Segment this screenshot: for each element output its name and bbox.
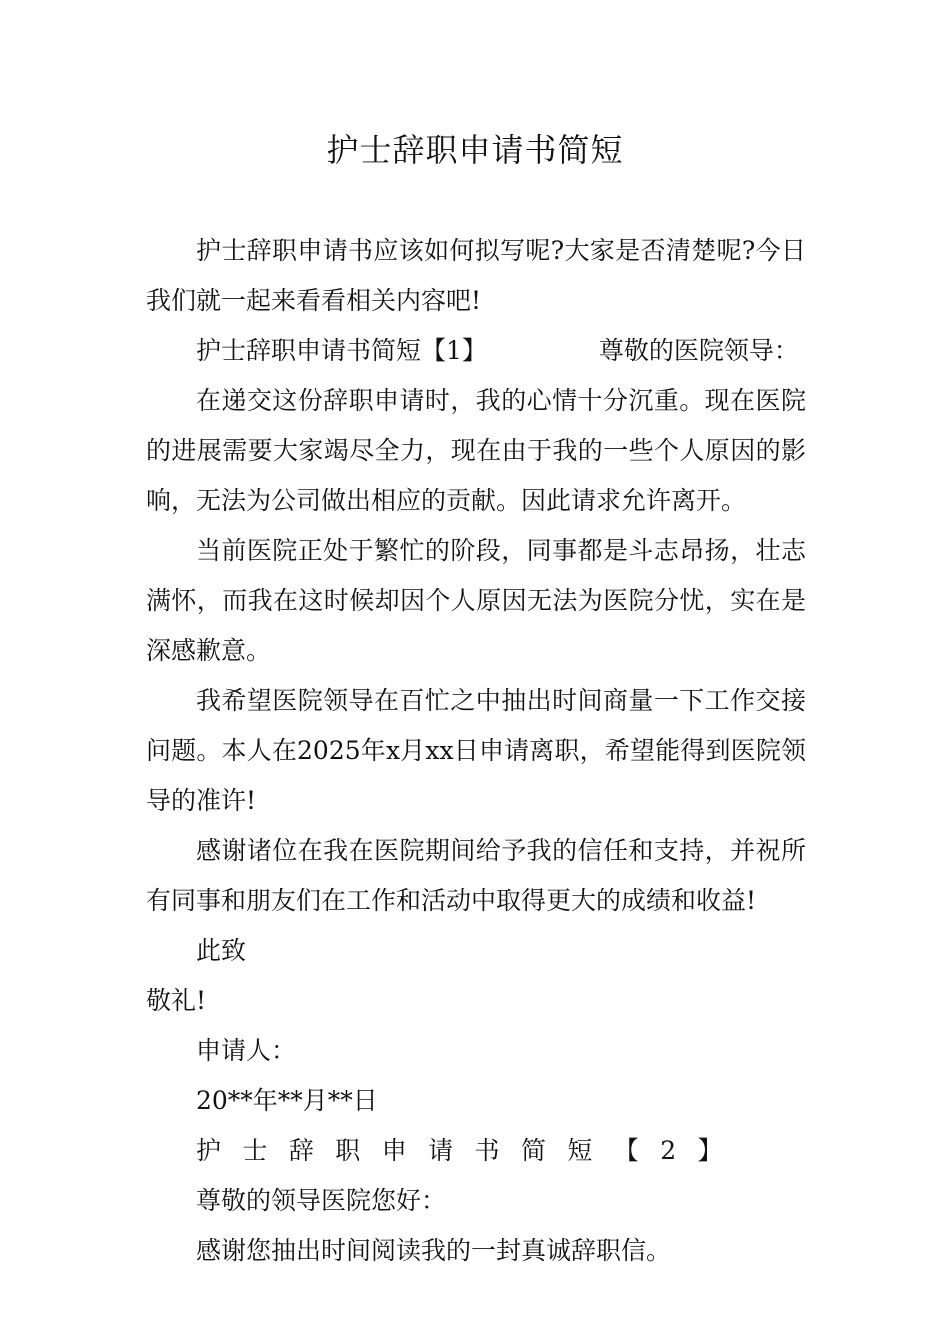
section1-heading-line [146,326,806,376]
closing-line-1: 此致 [196,936,247,965]
applicant-line: 申请人： [196,1036,297,1065]
section1-salutation: 尊敬的医院领导： [598,336,799,365]
section2-heading: 护士辞职申请书简短【2】 [196,1136,744,1165]
section2-salutation: 尊敬的领导医院您好： [196,1186,447,1215]
section1-heading: 护士辞职申请书简短【1】 [196,336,487,365]
paragraph-1: 在递交这份辞职申请时，我的心情十分沉重。现在医院的进展需要大家竭尽全力，现在由于我的一些个人原因的影响，无法为公司做出相应的贡献。因此请求允许离开。 [146,386,806,515]
intro-paragraph: 护士辞职申请书应该如何拟写呢?大家是否清楚呢?今日我们就一起来看看相关内容吧! [146,236,806,315]
date-line: 20**年**月**日 [196,1086,378,1115]
section2-heading-line [146,1126,806,1226]
paragraph-2: 当前医院正处于繁忙的阶段，同事都是斗志昂扬，壮志满怀，而我在这时候却因个人原因无法为医院分忧，实在是深感歉意。 [146,536,806,665]
paragraph-3: 我希望医院领导在百忙之中抽出时间商量一下工作交接问题。本人在2025年x月xx日申请离职，希望能得到医院领导的准许! [146,686,806,815]
closing-line-2: 敬礼! [146,986,207,1015]
paragraph-4: 感谢诸位在我在医院期间给予我的信任和支持，并祝所有同事和朋友们在工作和活动中取得更大的成绩和收益! [146,836,806,915]
document-title: 护士辞职申请书简短 [326,131,624,169]
paragraph-5: 感谢您抽出时间阅读我的一封真诚辞职信。 [196,1236,672,1265]
document-body [146,226,806,1276]
